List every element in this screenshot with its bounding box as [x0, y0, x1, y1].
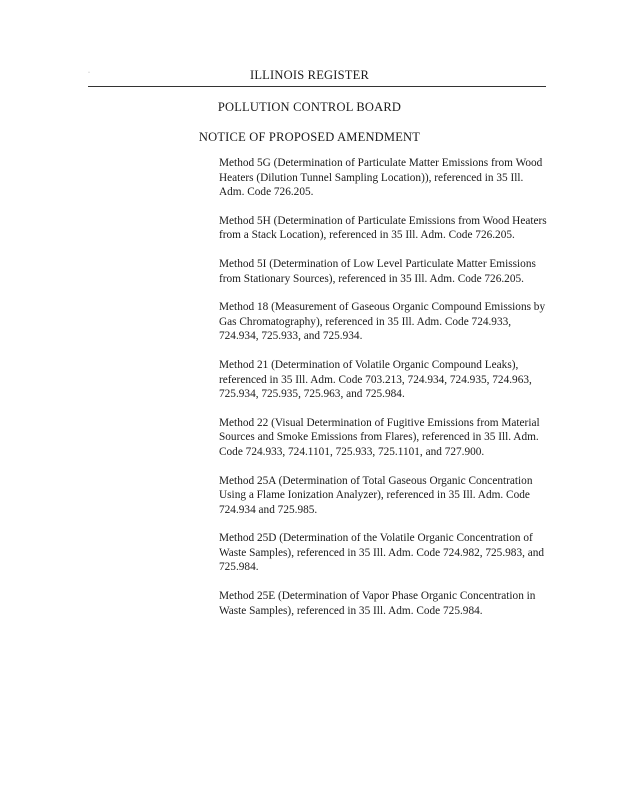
method-22: Method 22 (Visual Determination of Fugitive Emissions from Material Sources and Smoke Emissions from Flares), referenced in 35 Ill. Adm. Code 724.933, 724.1101, 725.933, 725.1101, and 727.900.: [219, 416, 540, 458]
method-5g: Method 5G (Determination of Particulate Matter Emissions from Wood Heaters (Dilution Tunnel Sampling Location)), referenced in 35 Ill. Adm. Code 726.205.: [219, 157, 543, 199]
method-21: Method 21 (Determination of Volatile Organic Compound Leaks), referenced in 35 Ill. Adm. Code 703.213, 724.934, 724.935, 724.963, 725.934, 725.935, 725.963, and 725.984.: [219, 358, 532, 401]
method-25a: Method 25A (Determination of Total Gaseous Organic Concentration Using a Flame Ionization Analyzer), referenced in 35 Ill. Adm. Code 724.934 and 725.985.: [219, 474, 533, 516]
method-5h: Method 5H (Determination of Particulate Emissions from Wood Heaters from a Stack Location), referenced in 35 Ill. Adm. Code 726.205.: [219, 214, 547, 242]
notice-title: NOTICE OF PROPOSED AMENDMENT: [198, 130, 421, 144]
method-18: Method 18 (Measurement of Gaseous Organic Compound Emissions by Gas Chromatography), referenced in 35 Ill. Adm. Code 724.933, 724.934, 725.933, and 725.934.: [219, 301, 546, 343]
method-25d: Method 25D (Determination of the Volatile Organic Concentration of Waste Samples), referenced in 35 Ill. Adm. Code 724.982, 725.983, and 725.984.: [219, 532, 545, 574]
method-list: [219, 156, 549, 632]
stray-mark: ·: [88, 70, 90, 76]
board-title: POLLUTION CONTROL BOARD: [217, 100, 402, 114]
header-rule: [88, 86, 546, 87]
method-5i: Method 5I (Determination of Low Level Particulate Matter Emissions from Stationary Sources), referenced in 35 Ill. Adm. Code 726.205.: [219, 257, 536, 285]
register-title: ILLINOIS REGISTER: [249, 68, 369, 82]
method-25e: Method 25E (Determination of Vapor Phase Organic Concentration in Waste Samples), referenced in 35 Ill. Adm. Code 725.984.: [219, 590, 536, 617]
